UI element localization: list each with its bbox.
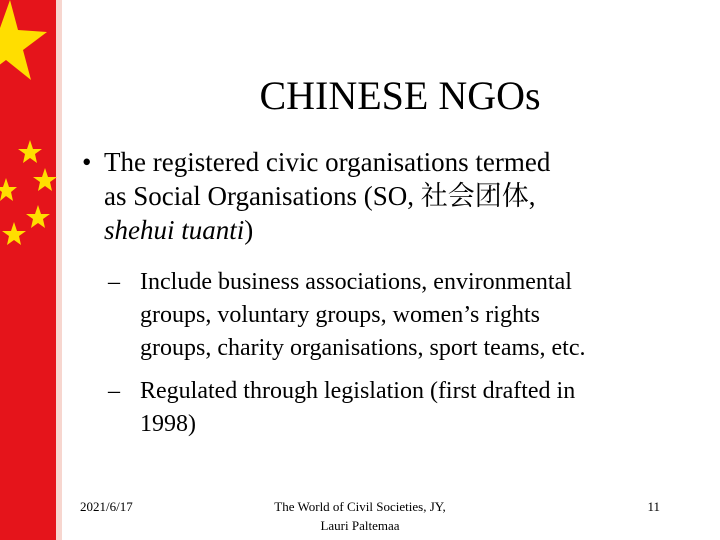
bullet-marker: • [82, 147, 92, 177]
sub-bullet-line: 1998) [140, 411, 196, 437]
sub-bullet-include [108, 266, 708, 365]
flag-edge-shadow [56, 0, 62, 540]
footer-credit-line: Lauri Paltemaa [320, 518, 400, 533]
slide-number: 11 [647, 499, 660, 514]
slide-title: CHINESE NGOs [259, 73, 541, 118]
dash-marker: – [108, 378, 120, 404]
chinese-flag-strip [0, 0, 62, 540]
sub-bullet-line: groups, charity organisations, sport teams, etc. [140, 335, 586, 361]
footer-credit-line: The World of Civil Societies, JY, [274, 499, 446, 514]
main-bullet [82, 145, 682, 247]
bullet-line: The registered civic organisations termed [104, 147, 551, 177]
footer-credit [240, 497, 480, 535]
sub-bullet-line: groups, voluntary groups, women’s rights [140, 302, 540, 328]
footer-date: 2021/6/17 [80, 499, 133, 514]
sub-bullet-line: Include business associations, environmental [140, 269, 572, 295]
romanization-text: shehui tuanti [104, 215, 245, 245]
sub-bullet-regulated [108, 375, 708, 441]
bullet-line [104, 213, 682, 247]
bullet-line: as Social Organisations (SO, 社会团体, [104, 181, 536, 211]
sub-bullet-line: Regulated through legislation (first drafted in [140, 378, 576, 404]
flag-background [0, 0, 62, 540]
bullet-line-tail: ) [244, 215, 254, 245]
dash-marker: – [108, 269, 120, 295]
